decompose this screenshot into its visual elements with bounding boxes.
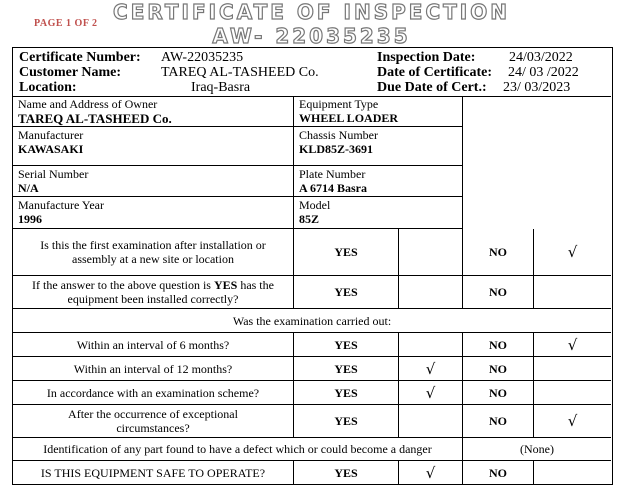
year-cell [13,197,294,229]
year-value: 1996 [18,212,42,226]
plate-cell [294,166,463,197]
q2-text-end: has the equipment been installed correctly? [67,278,274,306]
owner-cell [13,96,294,127]
page-label: PAGE 1 OF 2 [34,18,98,29]
manufacturer-cell [13,127,294,166]
question-exceptional-circumstances: After the occurrence of exceptional circumstances? [13,405,294,438]
q2-text-yes: YES [213,278,238,292]
q8-yes-check: √ [399,461,463,484]
owner-value: TAREQ AL-TASHEED Co. [18,111,172,126]
q6-no-check: √ [534,405,611,438]
year-label: Manufacture Year [18,198,104,212]
q4-yes-check: √ [399,357,463,381]
q5-yes-check: √ [399,381,463,405]
q5-no: NO [463,381,534,405]
equipment-type-label: Equipment Type [299,97,379,111]
q1-no: NO [463,229,534,276]
q1-yes: YES [294,229,399,276]
certificate-header [13,48,611,97]
q3-no: NO [463,333,534,357]
q5-yes: YES [294,381,399,405]
chassis-label: Chassis Number [299,128,378,142]
q2-yes: YES [294,276,399,309]
equipment-type-value: WHEEL LOADER [299,111,399,125]
section-examination-carried-out: Was the examination carried out: [13,309,611,333]
q3-yes: YES [294,333,399,357]
question-examination-scheme: In accordance with an examination scheme? [13,381,294,405]
question-defect-identification: Identification of any part found to have a defect which or could become a danger [13,438,463,461]
question-first-examination: Is this the first examination after installation or assembly at a new site or location [13,229,294,276]
serial-cell [13,166,294,197]
cert-date-value: 24/ 03 /2022 [508,65,579,80]
cert-number-label: Certificate Number: [19,50,141,65]
equipment-type-cell [294,96,463,127]
chassis-value: KLD85Z-3691 [299,142,374,156]
serial-value: N/A [18,181,39,195]
model-value: 85Z [299,212,320,226]
plate-label: Plate Number [299,167,366,181]
model-label: Model [299,198,331,212]
location-value: Iraq-Basra [191,80,251,95]
q8-no-check [534,461,611,484]
certificate-table [12,47,613,485]
plate-value: A 6714 Basra [299,181,368,195]
q3-yes-check [399,333,463,357]
manufacturer-label: Manufacturer [18,128,84,142]
q4-no: NO [463,357,534,381]
question-12-months: Within an interval of 12 months? [13,357,294,381]
due-date-value: 23/ 03/2023 [503,80,571,95]
q7-answer: (None) [463,438,611,461]
manufacturer-value: KAWASAKI [18,142,84,156]
q5-no-check [534,381,611,405]
cert-number-value: AW-22035235 [161,50,244,65]
inspection-date-value: 24/03/2022 [509,50,573,65]
q6-yes: YES [294,405,399,438]
customer-value: TAREQ AL-TASHEED Co. [161,65,319,80]
q2-yes-check [399,276,463,309]
q4-yes: YES [294,357,399,381]
q3-no-check: √ [534,333,611,357]
serial-label: Serial Number [18,167,89,181]
q1-no-check: √ [534,229,611,276]
q2-no: NO [463,276,534,309]
q1-yes-check [399,229,463,276]
q4-no-check [534,357,611,381]
due-date-label: Due Date of Cert.: [377,80,487,95]
certificate-title: CERTIFICATE OF INSPECTION [113,0,510,24]
owner-label: Name and Address of Owner [18,97,158,111]
model-cell [294,197,463,229]
q6-yes-check [399,405,463,438]
location-label: Location: [19,80,77,95]
q2-text-start: If the answer to the above question is [32,278,214,292]
customer-label: Customer Name: [19,65,121,80]
question-safe-to-operate: IS THIS EQUIPMENT SAFE TO OPERATE? [13,461,294,484]
q8-yes: YES [294,461,399,484]
inspection-date-label: Inspection Date: [377,50,476,65]
q8-no: NO [463,461,534,484]
q2-no-check [534,276,611,309]
question-installed-correctly [13,276,294,309]
cert-date-label: Date of Certificate: [377,65,493,80]
certificate-number-title: AW- 22035235 [212,24,411,48]
q6-no: NO [463,405,534,438]
chassis-cell [294,127,463,166]
question-6-months: Within an interval of 6 months? [13,333,294,357]
